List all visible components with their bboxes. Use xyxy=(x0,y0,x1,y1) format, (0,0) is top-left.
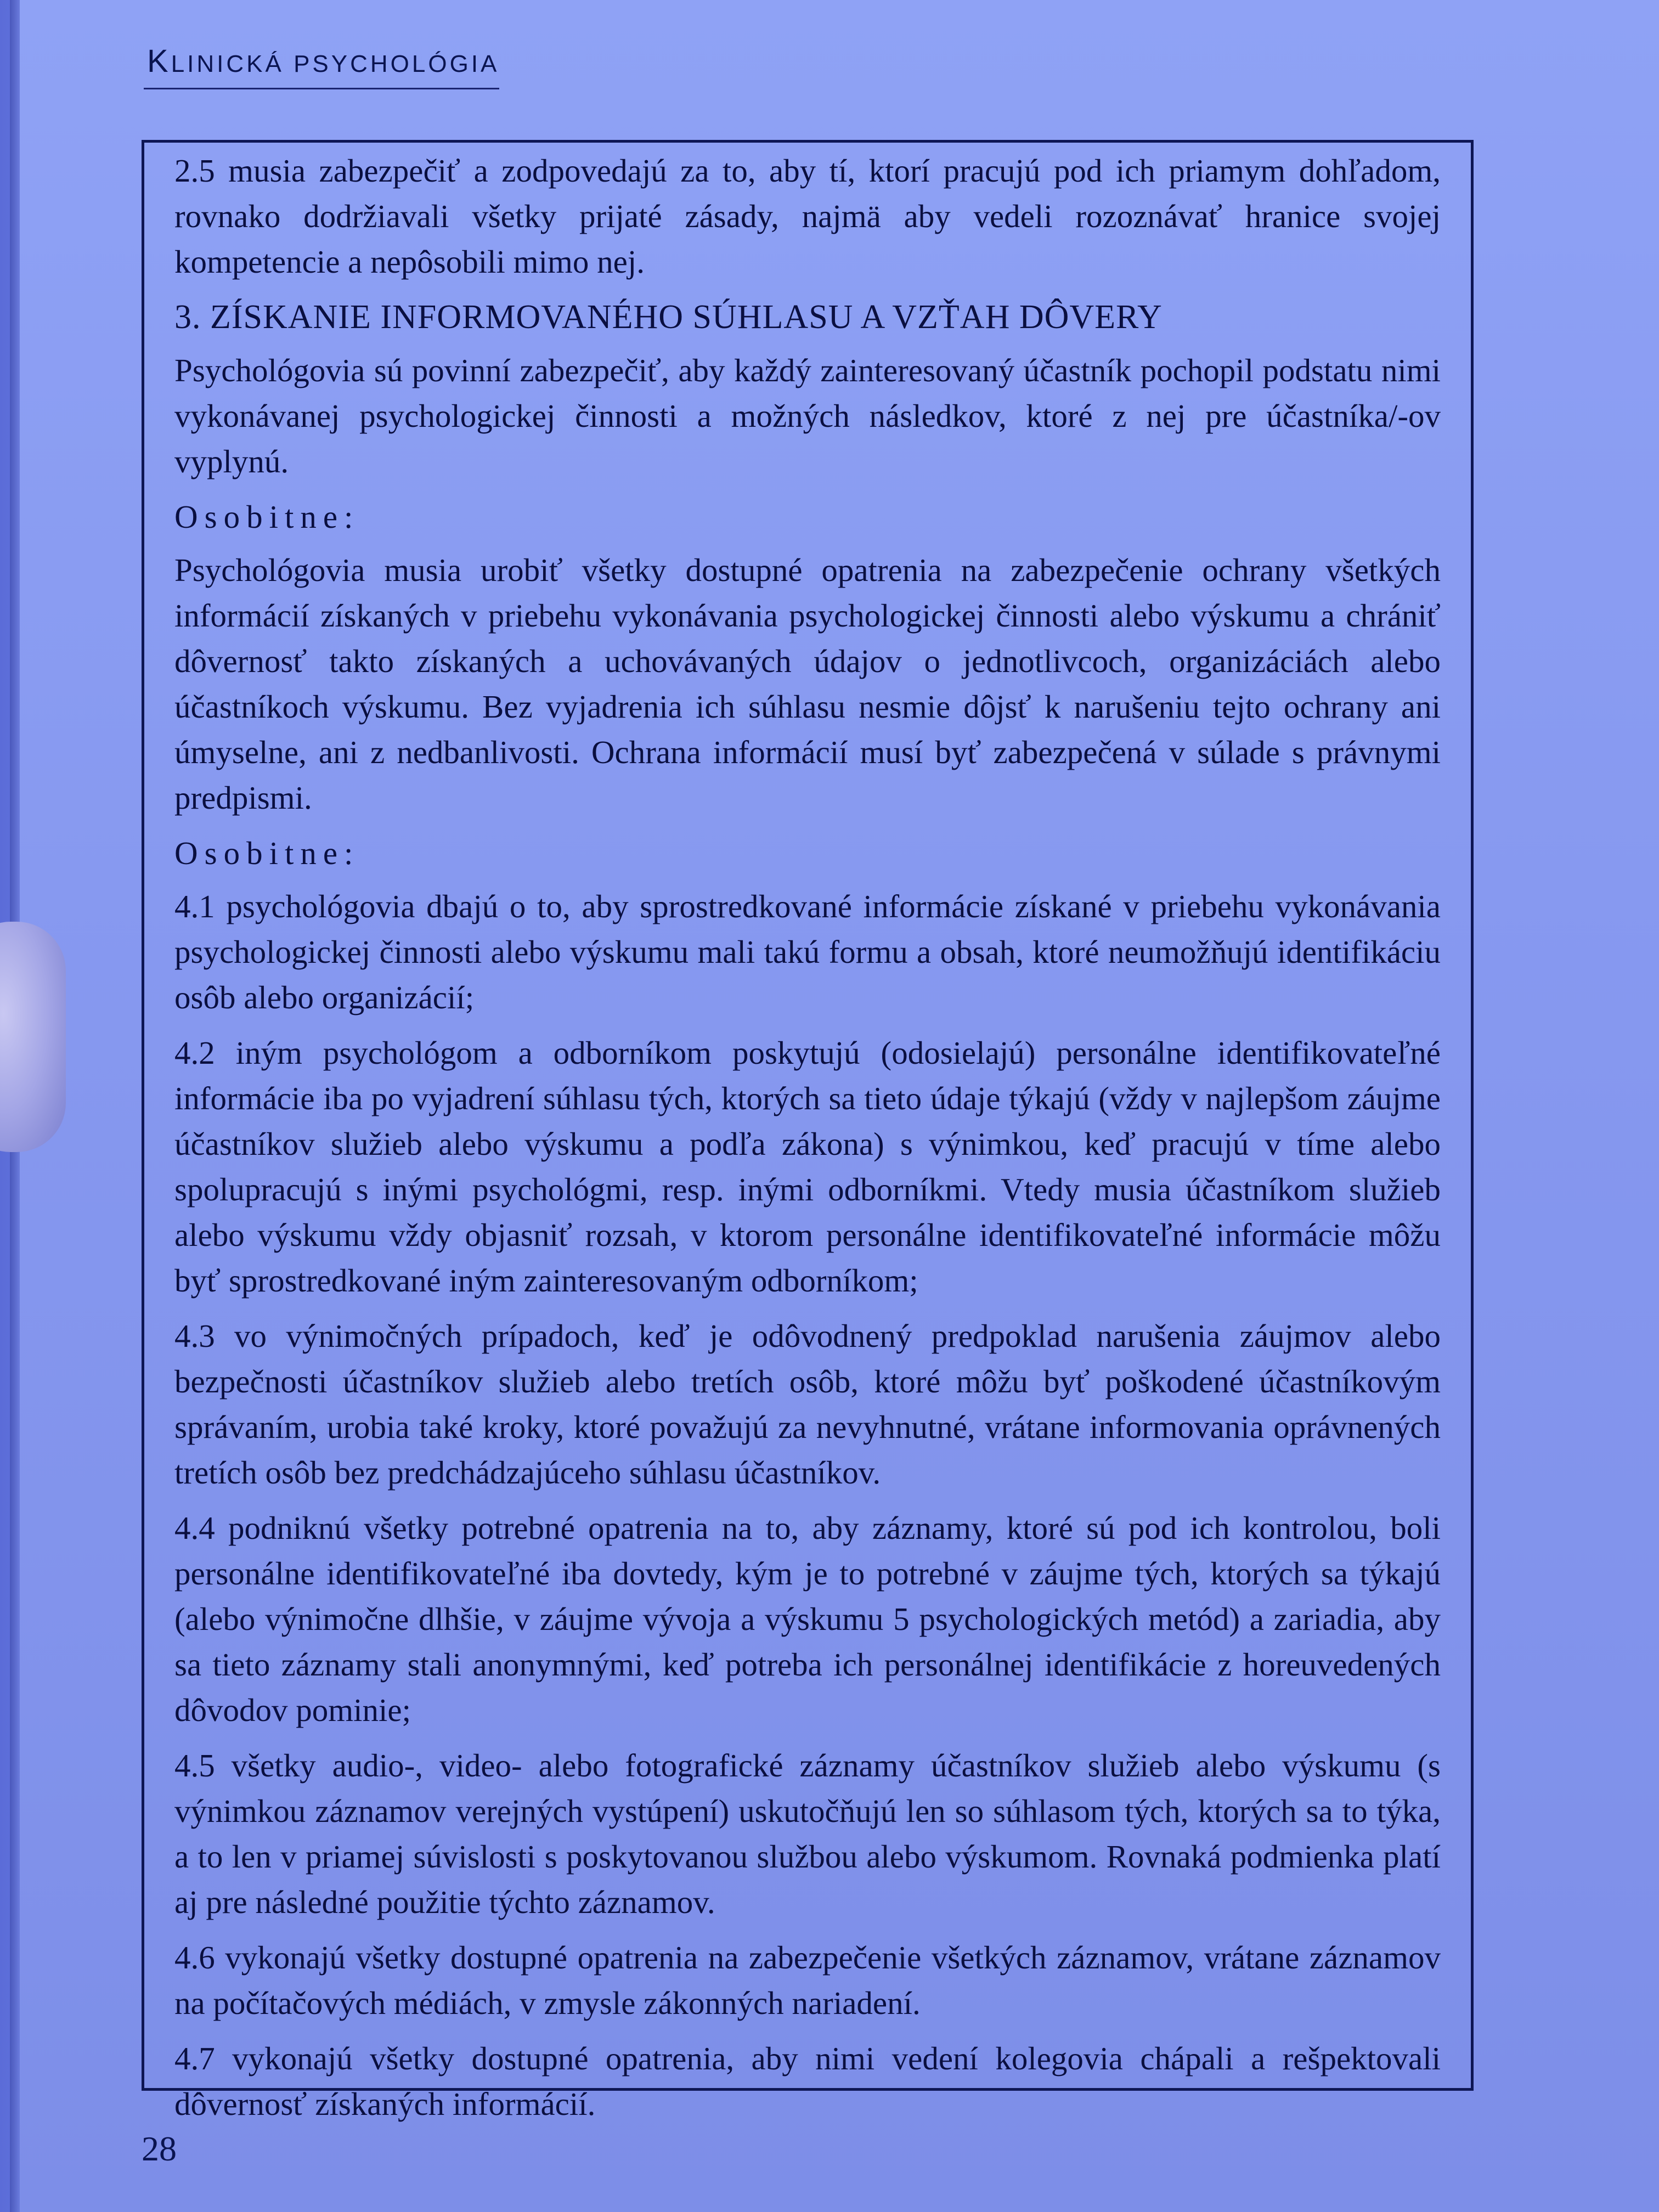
section-heading-3: 3. ZÍSKANIE INFORMOVANÉHO SÚHLASU A VZŤAH DÔVERY xyxy=(174,298,1163,336)
paragraph-4-2: 4.2 iným psychológom a odborníkom poskytujú (odosielajú) personálne identifikovateľné informácie iba po vyjadrení súhlasu tých, ktorých sa tieto údaje týkajú (vždy v najlepšom záujme účastníkov služieb alebo výskumu a podľa zákona) s výnimkou, keď pracujú v tíme alebo spolupracujú s inými psychológmi, resp. inými odborníkmi. Vtedy musia účastníkom služieb alebo výskumu vždy objasniť rozsah, v ktorom personálne identifikovateľné informácie môžu byť sprostredkované iným zainteresovaným odborníkom; xyxy=(174,1035,1441,1299)
paragraph-3-intro: Psychológovia sú povinní zabezpečiť, aby každý zainteresovaný účastník pochopil podstatu nimi vykonávanej psychologickej činnosti a možných následkov, ktoré z nej pre účastníka/-ov vyplynú. xyxy=(174,352,1441,479)
paragraph-4-6: 4.6 vykonajú všetky dostupné opatrenia na zabezpečenie všetkých záznamov, vrátane záznamov na počítačových médiách, v zmysle zákonných nariadení. xyxy=(174,1939,1441,2021)
paragraph-4-3: 4.3 vo výnimočných prípadoch, keď je odôvodnený predpoklad narušenia záujmov alebo bezpečnosti účastníkov služieb alebo tretích osôb, ktoré môžu byť poškodené účastníkovým správaním, urobia také kroky, ktoré považujú za nevyhnutné, vrátane informovania oprávnených tretích osôb bez predchádzajúceho súhlasu účastníkov. xyxy=(174,1318,1441,1491)
running-head-initial: K xyxy=(147,43,171,79)
holding-thumb xyxy=(0,922,66,1152)
paragraph-4-7: 4.7 vykonajú všetky dostupné opatrenia, aby nimi vedení kolegovia chápali a rešpektovali dôvernosť získaných informácií. xyxy=(174,2040,1441,2122)
osobitne-label-2: Osobitne: xyxy=(174,835,360,871)
paragraph-2-5: 2.5 musia zabezpečiť a zodpovedajú za to, aby tí, ktorí pracujú pod ich priamym dohľadom, rovnako dodržiavali všetky prijaté zásady, najmä aby vedeli rozoznávať hranice svojej kompetencie a nepôsobili mimo nej. xyxy=(174,153,1441,280)
paragraph-4-4: 4.4 podniknú všetky potrebné opatrenia na to, aby záznamy, ktoré sú pod ich kontrolou, boli personálne identifikovateľné iba dovtedy, kým je to potrebné v záujme tých, ktorých sa týkajú (alebo výnimočne dlhšie, v záujme vývoja a výskumu 5 psychologických metód) a zariadia, aby sa tieto záznamy stali anonymnými, keď potreba ich personálnej identifikácie z horeuvedených dôvodov pominie; xyxy=(174,1510,1441,1728)
page-number: 28 xyxy=(142,2129,177,2168)
running-head xyxy=(147,43,499,80)
running-head-rule xyxy=(144,88,499,89)
running-head-rest: LINICKÁ PSYCHOLÓGIA xyxy=(171,50,500,77)
osobitne-label-1: Osobitne: xyxy=(174,499,360,535)
paragraph-4-5: 4.5 všetky audio-, video- alebo fotografické záznamy účastníkov služieb alebo výskumu (s výnimkou záznamov verejných vystúpení) uskutočňujú len so súhlasom tých, ktorých sa to týka, a to len v priamej súvislosti s poskytovanou službou alebo výskumom. Rovnaká podmienka platí aj pre následné použitie týchto záznamov. xyxy=(174,1747,1441,1920)
text-frame xyxy=(142,140,1474,2122)
paragraph-4-1: 4.1 psychológovia dbajú o to, aby sprostredkované informácie získané v priebehu vykonávania psychologickej činnosti alebo výskumu mali takú formu a obsah, ktoré neumožňujú identifikáciu osôb alebo organizácií; xyxy=(174,888,1441,1015)
paragraph-protection: Psychológovia musia urobiť všetky dostupné opatrenia na zabezpečenie ochrany všetkých informácií získaných v priebehu vykonávania psychologickej činnosti alebo výskumu a chrániť dôvernosť takto získaných a uchovávaných údajov o jednotlivcoch, organizáciách alebo účastníkoch výskumu. Bez vyjadrenia ich súhlasu nesmie dôjsť k narušeniu tejto ochrany ani úmyselne, ani z nedbanlivosti. Ochrana informácií musí byť zabezpečená v súlade s právnymi predpismi. xyxy=(174,552,1441,816)
